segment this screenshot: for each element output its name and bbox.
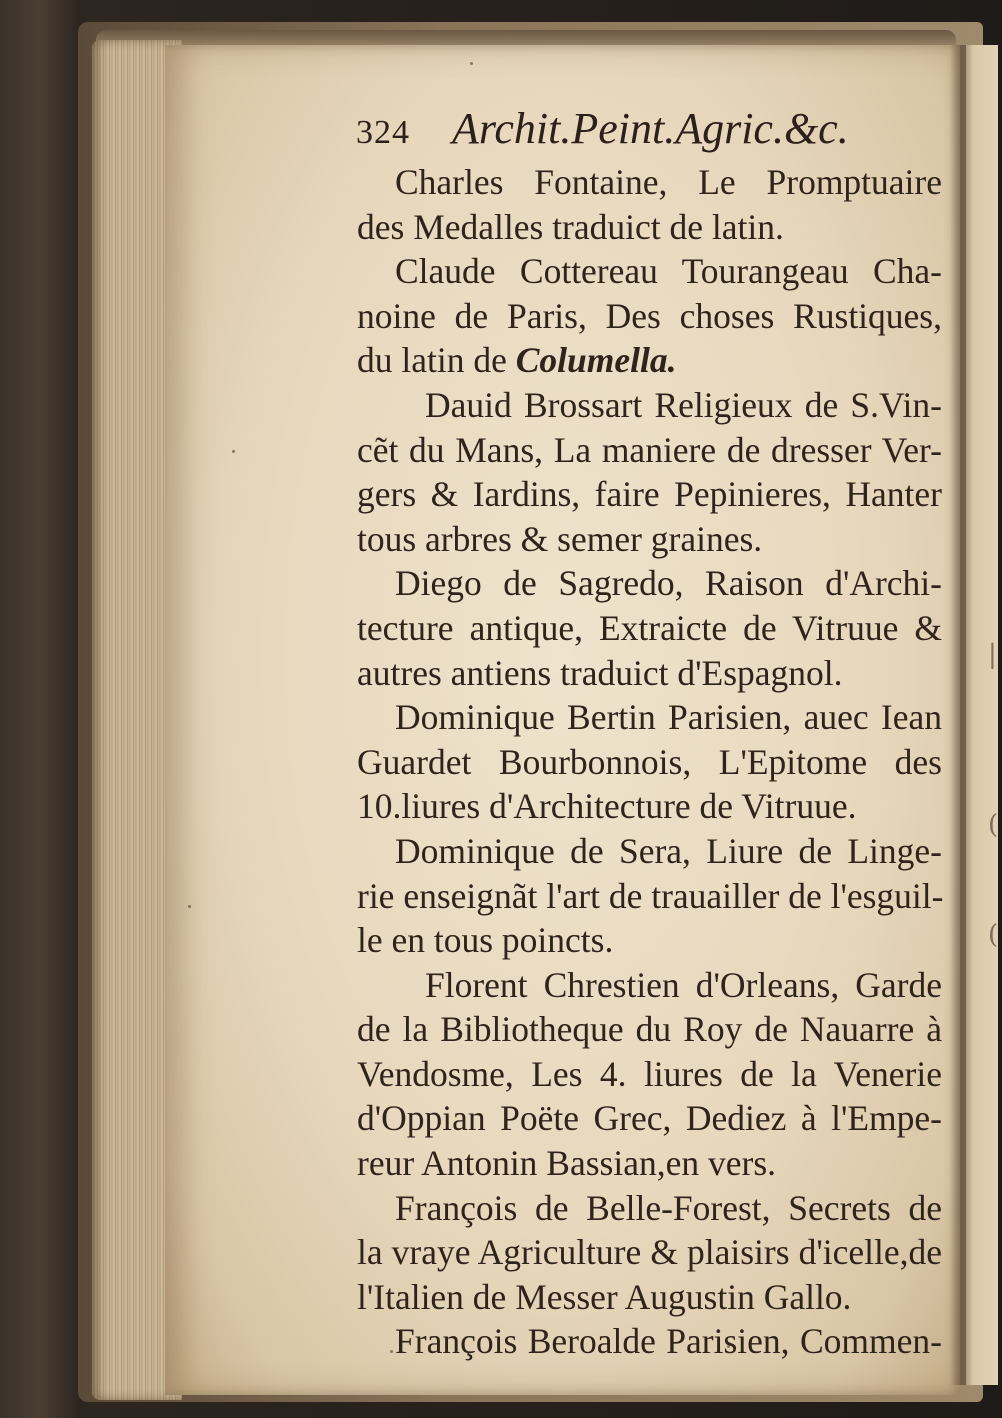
italic-name: Columella. [515,340,677,381]
text-line: François Beroalde Parisien, Commen- [395,1321,942,1362]
text-line: gers & Iardins, faire Pepinieres, Hanter [357,474,942,515]
text-line: de la Bibliotheque du Roy de Nauarre à [357,1009,942,1050]
text-line [357,338,942,383]
text-line: Charles Fontaine, Le Promptuaire [395,162,942,202]
body-text [357,160,942,1364]
text-line: Guardet Bourbonnois, L'Epitome des [357,741,942,782]
text-line: tecture antique, Extraicte de Vitruue & [357,607,942,648]
running-title: Archit.Peint.Agric.&c. [452,104,849,153]
text-line: la vraye Agriculture & plaisirs d'icelle,de [357,1232,942,1273]
text-line: cẽt du Mans, La maniere de dresser Ver- [357,429,942,470]
text-line: 10.liures d'Architecture de Vitruue. [357,786,857,827]
gutter-shadow [950,45,966,1385]
page-number: 324 [356,114,410,151]
text-line: noine de Paris, Des choses Rustiques, [357,295,942,336]
facing-page-fragment: ( [988,810,999,840]
text-line: autres antiens traduict d'Espagnol. [357,652,843,693]
text-line: François de Belle-Forest, Secrets de [395,1187,942,1228]
text-line: Claude Cottereau Tourangeau Cha- [395,251,942,292]
text-line: reur Antonin Bassian,en vers. [357,1143,777,1184]
text-line: l'Italien de Messer Augustin Gallo. [357,1276,852,1317]
paper-speck [232,450,235,453]
text-line: le en tous poincts. [357,920,614,961]
facing-page-fragment: | [988,640,997,670]
text-line: Dominique de Sera, Liure de Linge- [395,830,942,871]
text-line: tous arbres & semer graines. [357,518,763,559]
text-line-segment: du latin de [357,340,516,381]
facing-page-fragment: ( [988,920,999,950]
text-line: Vendosme, Les 4. liures de la Venerie [357,1053,942,1094]
text-line: d'Oppian Poëte Grec, Dediez à l'Empe- [357,1098,942,1139]
text-line: rie enseignãt l'art de trauailler de l'esguil- [357,875,944,916]
paper-speck [188,905,191,908]
text-line: Diego de Sagredo, Raison d'Archi- [395,563,942,604]
text-line: Dauid Brossart Religieux de S.Vin- [425,384,942,425]
text-line: Florent Chrestien d'Orleans, Garde [425,964,942,1005]
text-line: des Medalles traduict de latin. [357,206,784,247]
running-head [356,103,849,154]
text-line: Dominique Bertin Parisien, auec Iean [395,697,942,738]
paper-speck [470,62,473,65]
